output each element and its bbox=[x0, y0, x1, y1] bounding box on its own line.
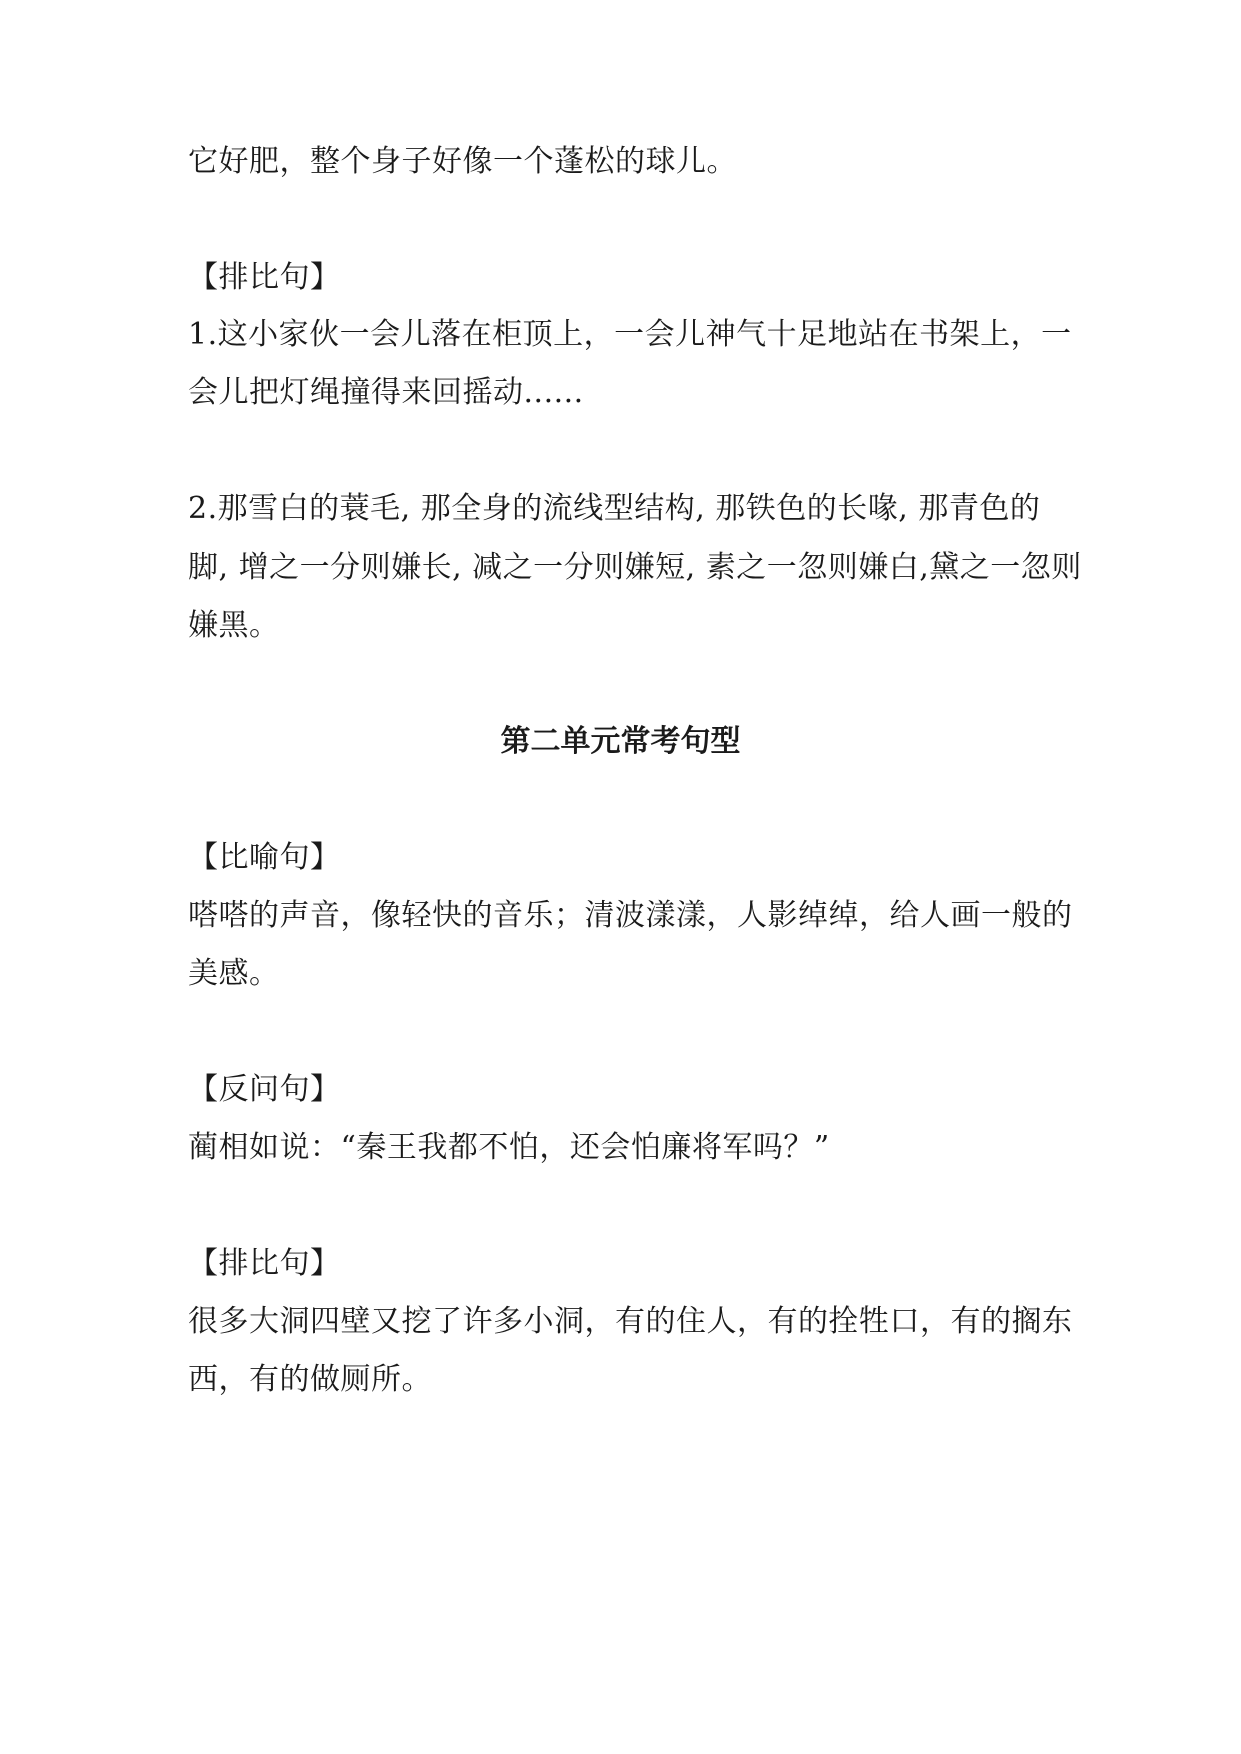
section-tag-pai-bi-2: 【排比句】 bbox=[188, 1246, 341, 1281]
intro-sentence: 它好肥，整个身子好像一个蓬松的球儿。 bbox=[188, 144, 737, 179]
bi-yu-line1: 嗒嗒的声音，像轻快的音乐；清波漾漾，人影绰绰，给人画一般的 bbox=[188, 898, 1073, 933]
fan-wen-line1: 蔺相如说：“秦王我都不怕，还会怕廉将军吗？” bbox=[188, 1130, 830, 1165]
pai-bi-item2-line2: 脚, 增之一分则嫌长, 减之一分则嫌短, 素之一忽则嫌白,黛之一忽则 bbox=[188, 550, 1082, 585]
section-tag-fan-wen: 【反问句】 bbox=[188, 1072, 341, 1107]
pai-bi-item1-line2: 会儿把灯绳撞得来回摇动...... bbox=[188, 375, 584, 410]
pai-bi-2-line1: 很多大洞四壁又挖了许多小洞，有的住人，有的拴牲口，有的搁东 bbox=[188, 1304, 1073, 1339]
section-tag-bi-yu: 【比喻句】 bbox=[188, 840, 341, 875]
section-title: 第二单元常考句型 bbox=[500, 724, 741, 759]
pai-bi-item1-line1: 1.这小家伙一会儿落在柜顶上，一会儿神气十足地站在书架上，一 bbox=[188, 317, 1072, 352]
pai-bi-item2-line3: 嫌黑。 bbox=[188, 608, 280, 643]
pai-bi-item2-line1: 2.那雪白的蓑毛, 那全身的流线型结构, 那铁色的长喙, 那青色的 bbox=[188, 491, 1041, 526]
bi-yu-line2: 美感。 bbox=[188, 956, 280, 991]
section-tag-pai-bi: 【排比句】 bbox=[188, 260, 341, 295]
pai-bi-2-line2: 西，有的做厕所。 bbox=[188, 1362, 432, 1397]
